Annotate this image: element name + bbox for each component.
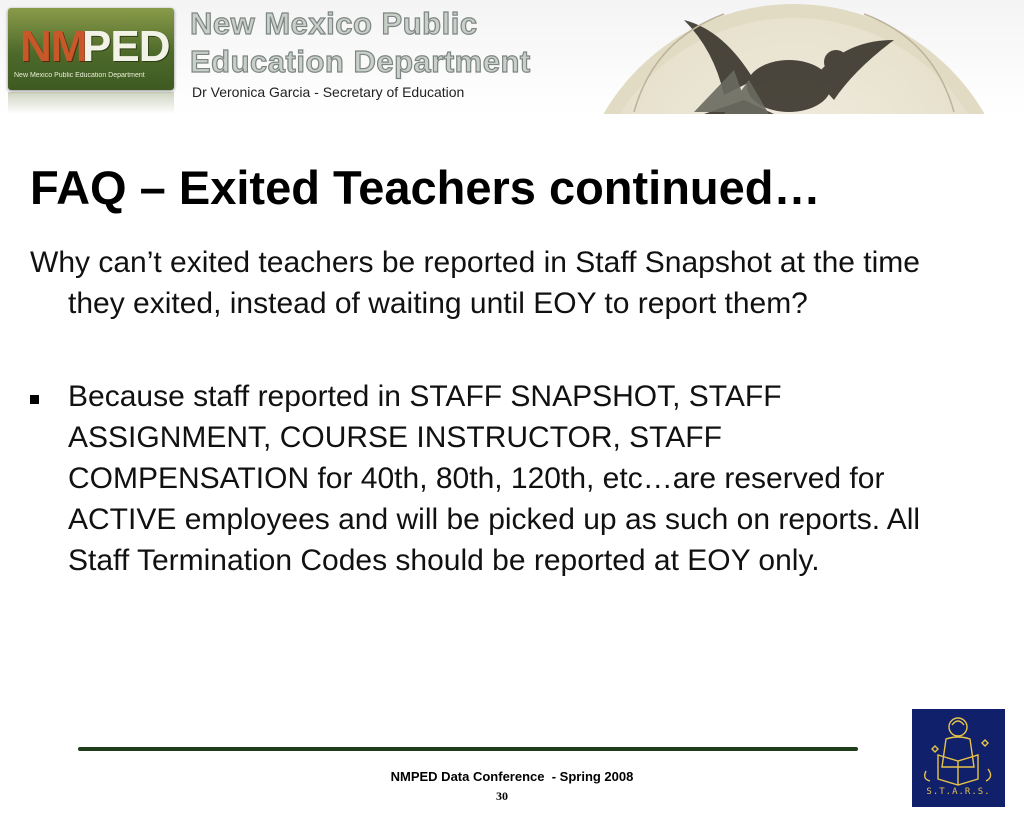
square-bullet-icon [30, 395, 39, 404]
logo-subtitle: New Mexico Public Education Department [14, 72, 145, 79]
eagle-icon [574, 0, 1014, 114]
header-banner [0, 0, 1024, 114]
stars-label: S.T.A.R.S. [926, 787, 991, 797]
footer-conference: NMPED Data Conference - Spring 2008 [390, 769, 634, 784]
footer-divider [78, 747, 858, 751]
faq-answer-text: Because staff reported in STAFF SNAPSHOT, STAFF ASSIGNMENT, COURSE INSTRUCTOR, STAFF COMPENSATION for 40th, 80th, 120th, etc…are reserved for ACTIVE employees and will be picked up as such on reports. All Staff Termination Codes should be reported at EOY only. [68, 380, 921, 577]
faq-question: Why can’t exited teachers be reported in Staff Snapshot at the time they exited, instead of waiting until EOY to report them? [30, 246, 920, 320]
page-number: 30 [496, 789, 508, 803]
slide-title: FAQ – Exited Teachers continued… [30, 161, 821, 214]
logo-nm-text: NM [20, 22, 87, 71]
department-name-line2: Education Department [190, 44, 531, 79]
logo-reflection [8, 92, 174, 114]
secretary-caption: Dr Veronica Garcia - Secretary of Education [192, 84, 465, 100]
stars-logo [912, 709, 1005, 807]
logo-ped-text: PED [82, 22, 170, 71]
department-name-line1: New Mexico Public [190, 6, 478, 41]
nmped-logo [8, 8, 174, 90]
